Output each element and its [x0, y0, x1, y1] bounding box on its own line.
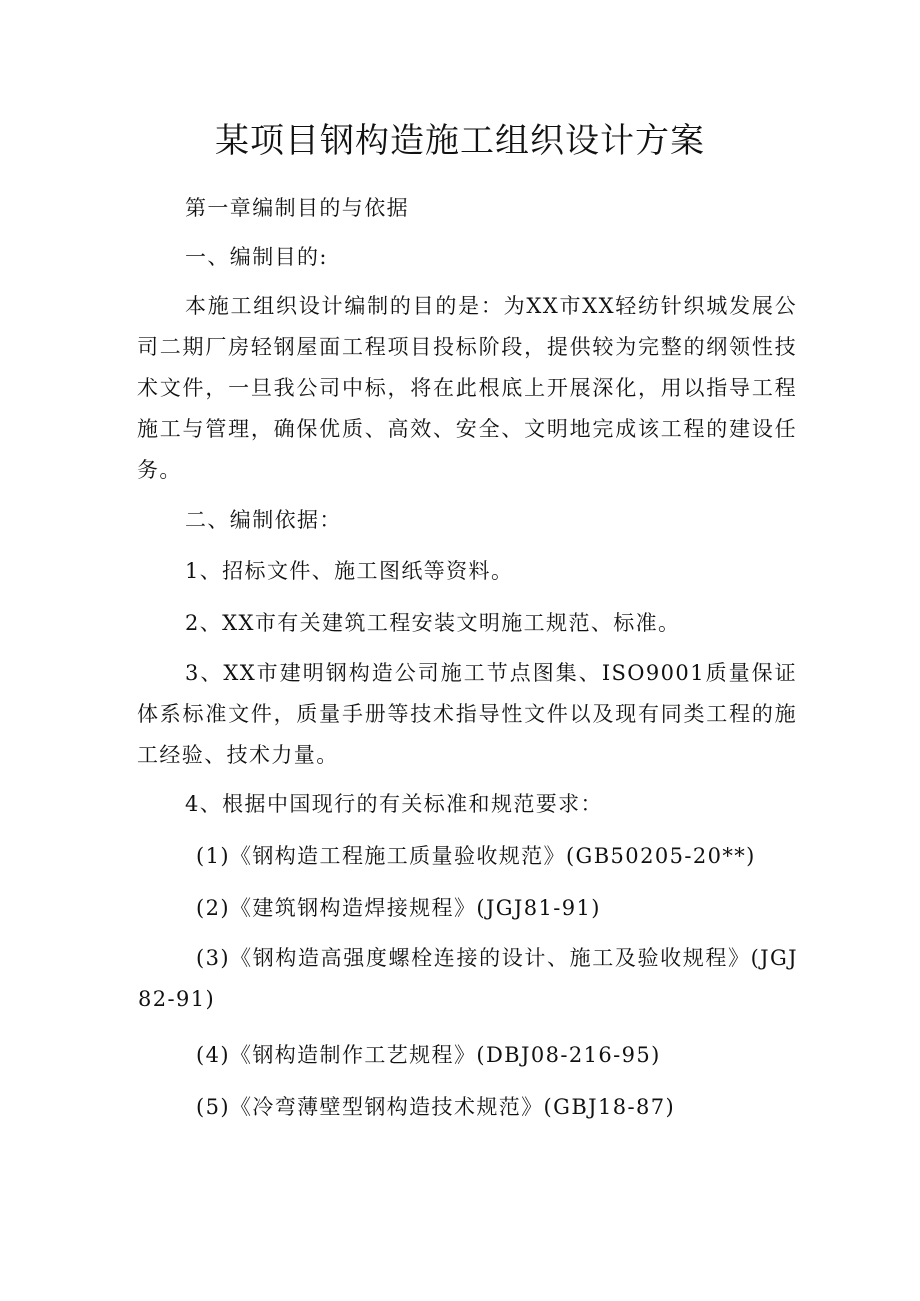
standard-item: (4)《钢构造制作工艺规程》(DBJ08-216-95) — [196, 1043, 661, 1067]
standard-item: (5)《冷弯薄壁型钢构造技术规范》(GBJ18-87) — [196, 1095, 676, 1119]
purpose-paragraph: 本施工组织设计编制的目的是：为XX市XX轻纺针织城发展公司二期厂房轻钢屋面工程项目投标阶段，提供较为完整的纲领性技术文件，一旦我公司中标，将在此根底上开展深化，用以指导工程施工与管理，确保优质、高效、安全、文明地完成该工程的建设任务。 — [137, 294, 797, 482]
standard-item: (2)《建筑钢构造焊接规程》(JGJ81-91) — [196, 896, 601, 920]
document-title: 某项目钢构造施工组织设计方案 — [215, 121, 705, 161]
basis-item: 2、XX市有关建筑工程安装文明施工规范、标准。 — [185, 611, 681, 635]
chapter-heading: 第一章编制目的与依据 — [185, 196, 409, 220]
basis-item: 3、XX市建明钢构造公司施工节点图集、ISO9001质量保证体系标准文件，质量手册等技术指导性文件以及现有同类工程的施工经验、技术力量。 — [137, 661, 797, 767]
section-purpose-heading: 一、编制目的: — [185, 245, 328, 269]
basis-item: 4、根据中国现行的有关标准和规范要求： — [185, 792, 603, 816]
standard-item: (3)《钢构造高强度螺栓连接的设计、施工及验收规程》(JGJ82-91) — [138, 946, 798, 1011]
basis-item: 1、招标文件、施工图纸等资料。 — [185, 559, 514, 583]
standard-item: (1)《钢构造工程施工质量验收规范》(GB50205-20**) — [196, 844, 756, 868]
section-basis-heading: 二、编制依据： — [185, 508, 342, 532]
